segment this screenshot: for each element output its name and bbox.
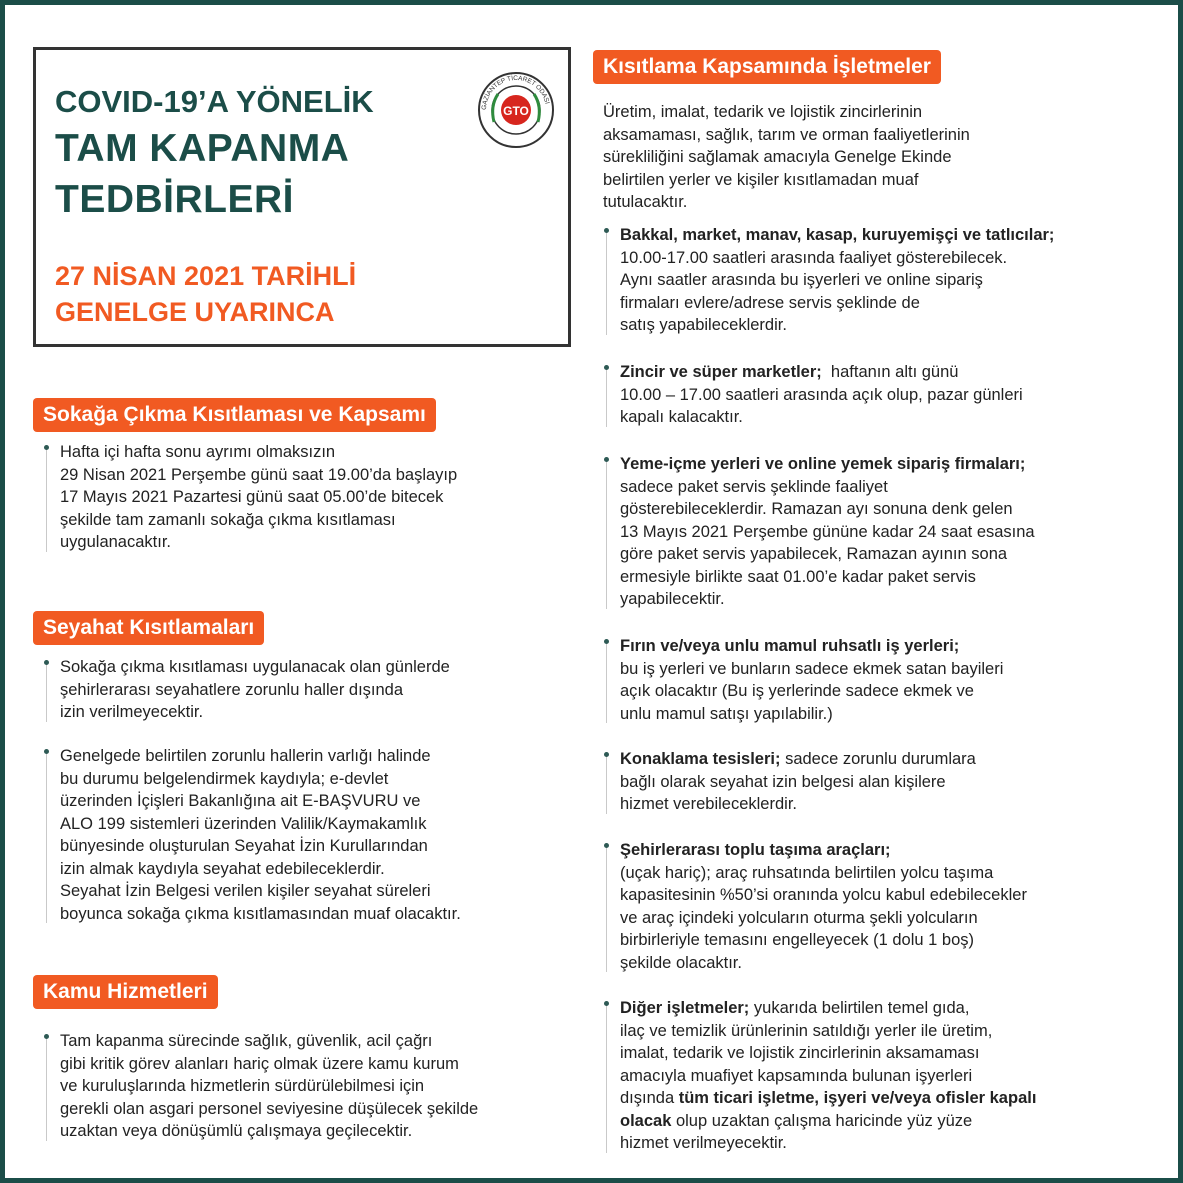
intro-line-1: Üretim, imalat, tedarik ve lojistik zincirlerinin	[603, 103, 923, 121]
travel-p2-line-2: bu durumu belgelendirmek kaydıyla; e-devlet	[60, 769, 389, 788]
bakery-line-3: unlu mamul satışı yapılabilir.)	[620, 704, 833, 723]
businesses-intro	[603, 101, 970, 214]
bakery-line-2: açık olacaktır (Bu iş yerlerinde sadece ekmek ve	[620, 682, 974, 700]
date-line-1: 27 NİSAN 2021 TARİHLİ	[55, 261, 357, 291]
title-line-3: TEDBİRLERİ	[55, 178, 294, 221]
title-line-1: COVID-19’A YÖNELİK	[55, 84, 374, 119]
travel-p2-line-8: boyunca sokağa çıkma kısıtlamasından muaf olacaktır.	[60, 904, 461, 923]
food-line-1: sadece paket servis şeklinde faaliyet	[620, 477, 888, 496]
travel-p2-line-5: bünyesinde oluşturulan Seyahat İzin Kurullarından	[60, 837, 428, 855]
other-line-2: imalat, tedarik ve lojistik zincirlerinin aksamaması	[620, 1044, 980, 1062]
curfew-line-1: Hafta içi hafta sonu ayrımı olmaksızın	[60, 443, 336, 461]
lodging-line-1: bağlı olarak seyahat izin belgesi alan kişilere	[620, 772, 946, 791]
other-line-1: ilaç ve temizlik ürünlerinin satıldığı yerler ile üretim,	[620, 1021, 993, 1040]
lodging-first-rest: sadece zorunlu durumlara	[780, 750, 976, 768]
travel-paragraph-2	[60, 745, 461, 925]
food-line-4: göre paket servis yapabilecek, Ramazan ayının sona	[620, 545, 1008, 563]
travel-p1-line-2: şehirlerarası seyahatlere zorunlu haller dışında	[60, 680, 404, 699]
transport-line-5: şekilde olacaktır.	[620, 953, 742, 972]
travel-p2-line-1: Genelgede belirtilen zorunlu hallerin varlığı halinde	[60, 747, 431, 765]
curfew-heading: Sokağa Çıkma Kısıtlaması ve Kapsamı	[33, 398, 436, 432]
chain-markets-line-1: 10.00 – 17.00 saatleri arasında açık olup, pazar günleri	[620, 385, 1023, 404]
transport-title: Şehirlerarası toplu taşıma araçları;	[620, 841, 891, 859]
logo-ring-text: GAZİANTEP TİCARET ODASI	[480, 74, 551, 111]
food-line-5: ermesiyle birlikte saat 01.00’e kadar paket servis	[620, 567, 976, 586]
intro-line-2: aksamaması, sağlık, tarım ve orman faaliyetlerinin	[603, 125, 970, 144]
intro-line-3: sürekliliğini sağlamak amacıyla Genelge Ekinde	[603, 148, 952, 166]
bakery-title: Fırın ve/veya unlu mamul ruhsatlı iş yerleri;	[620, 637, 960, 655]
food-line-3: 13 Mayıs 2021 Perşembe gününe kadar 24 saat esasına	[620, 522, 1035, 541]
grocery-title: Bakkal, market, manav, kasap, kuruyemişçi ve tatlıcılar;	[620, 226, 1055, 244]
food-line-2: gösterebileceklerdir. Ramazan ayı sonuna denk gelen	[620, 500, 1013, 518]
chain-markets-first-rest: haftanın altı günü	[821, 363, 959, 381]
travel-p1-line-1: Sokağa çıkma kısıtlaması uygulanacak olan günlerde	[60, 658, 450, 676]
other-line-7: hizmet verilmeyecektir.	[620, 1134, 787, 1152]
intro-line-5: tutulacaktır.	[603, 193, 688, 211]
food-item	[620, 453, 1035, 611]
travel-p2-line-4: ALO 199 sistemleri üzerinden Valilik/Kaymakamlık	[60, 814, 427, 833]
food-line-6: yapabilecektir.	[620, 590, 725, 608]
travel-p2-line-6: izin almak kaydıyla seyahat edebileceklerdir.	[60, 859, 385, 878]
date-line-2: GENELGE UYARINCA	[55, 297, 335, 327]
travel-p2-line-3: üzerinden İçişleri Bakanlığına ait E-BAŞVURU ve	[60, 792, 421, 810]
transport-line-1: (uçak hariç); araç ruhsatında belirtilen yolcu taşıma	[620, 863, 994, 882]
curfew-line-2: 29 Nisan 2021 Perşembe günü saat 19.00’da başlayıp	[60, 465, 458, 484]
public-line-1: Tam kapanma sürecinde sağlık, güvenlik, acil çağrı	[60, 1032, 433, 1050]
transport-line-2: kapasitesinin %50’si oranında yolcu kabul edebilecekler	[620, 886, 1027, 904]
title-line-2: TAM KAPANMA	[55, 127, 350, 170]
bakery-line-1: bu iş yerleri ve bunların sadece ekmek satan bayileri	[620, 659, 1004, 678]
travel-p2-line-7: Seyahat İzin Belgesi verilen kişiler seyahat süreleri	[60, 882, 431, 900]
transport-line-3: ve araç içindeki yolcuların oturma şekli yolcuların	[620, 908, 978, 927]
other-first-rest: yukarıda belirtilen temel gıda,	[749, 999, 970, 1017]
grocery-item	[620, 224, 1054, 337]
transport-line-4: birbirleriyle temasını engelleyecek (1 dolu 1 boş)	[620, 931, 975, 949]
other-line-3: amacıyla muafiyet kapsamında bulunan işyerleri	[620, 1066, 973, 1085]
intro-line-4: belirtilen yerler ve kişiler kısıtlamadan muaf	[603, 170, 919, 189]
curfew-paragraph	[60, 441, 457, 554]
logo-text: GTO	[503, 104, 529, 118]
grocery-line-4: satış yapabileceklerdir.	[620, 316, 787, 334]
chain-markets-line-2: kapalı kalacaktır.	[620, 408, 743, 426]
other-line6-rest: olup uzaktan çalışma haricinde yüz yüze	[671, 1111, 973, 1130]
travel-p1-line-3: izin verilmeyecektir.	[60, 703, 204, 721]
public-services-paragraph	[60, 1030, 478, 1143]
curfew-line-4: şekilde tam zamanlı sokağa çıkma kısıtlaması	[60, 510, 396, 529]
travel-paragraph-1	[60, 656, 450, 724]
grocery-line-1: 10.00-17.00 saatleri arasında faaliyet gösterebilecek.	[620, 248, 1008, 267]
businesses-heading: Kısıtlama Kapsamında İşletmeler	[593, 50, 941, 84]
chain-markets-item	[620, 361, 1023, 429]
lodging-line-2: hizmet verebileceklerdir.	[620, 795, 797, 813]
food-title: Yeme-içme yerleri ve online yemek sipariş firmaları;	[620, 455, 1026, 473]
title-box	[33, 47, 571, 347]
public-line-4: gerekli olan asgari personel seviyesine düşülecek şekilde	[60, 1099, 479, 1118]
grocery-line-3: firmaları evlere/adrese servis şeklinde de	[620, 293, 920, 312]
travel-heading: Seyahat Kısıtlamaları	[33, 611, 264, 645]
other-line5-bold: tüm ticari işletme, işyeri ve/veya ofisler kapalı	[678, 1089, 1037, 1107]
public-services-heading: Kamu Hizmetleri	[33, 975, 218, 1009]
grocery-line-2: Aynı saatler arasında bu işyerleri ve online sipariş	[620, 271, 983, 289]
lodging-item	[620, 748, 976, 816]
public-line-5: uzaktan veya dönüşümlü çalışmaya geçilecektir.	[60, 1122, 413, 1140]
gto-logo	[476, 70, 556, 150]
transport-item	[620, 839, 1027, 974]
public-line-2: gibi kritik görev alanları hariç olmak üzere kamu kurum	[60, 1054, 459, 1073]
other-title: Diğer işletmeler;	[620, 999, 750, 1017]
other-businesses-item	[620, 997, 1036, 1155]
public-line-3: ve kuruluşlarında hizmetlerin sürdürülebilmesi için	[60, 1077, 425, 1095]
other-line5-pre: dışında	[620, 1089, 679, 1107]
lodging-title: Konaklama tesisleri;	[620, 750, 781, 768]
curfew-line-3: 17 Mayıs 2021 Pazartesi günü saat 05.00’de bitecek	[60, 488, 444, 506]
curfew-line-5: uygulanacaktır.	[60, 533, 171, 551]
chain-markets-title: Zincir ve süper marketler;	[620, 363, 822, 381]
bakery-item	[620, 635, 1003, 725]
other-line6-bold: olacak	[620, 1111, 672, 1130]
